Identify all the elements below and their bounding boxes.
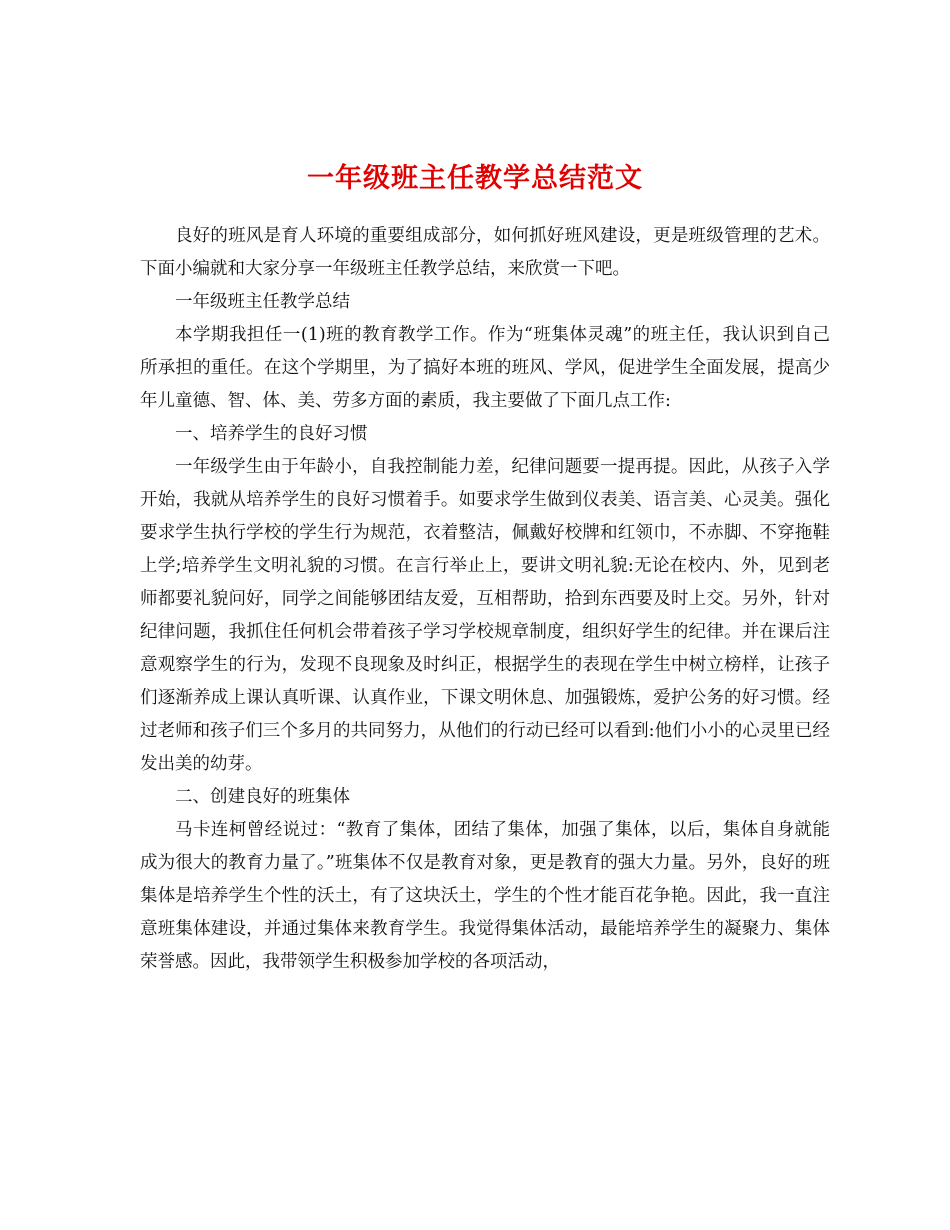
paragraph-habits: 一年级学生由于年龄小，自我控制能力差，纪律问题要一提再提。因此，从孩子入学开始，我就从培养学生的良好习惯着手。如要求学生做到仪表美、语言美、心灵美。强化要求学生执行学校的学生行为规范，衣着整洁，佩戴好校牌和红领巾，不赤脚、不穿拖鞋上学;培养学生文明礼貌的习惯。在言行举止上，要讲文明礼貌:无论在校内、外，见到老师都要礼貌问好，同学之间能够团结友爱，互相帮助，拾到东西要及时上交。另外，针对纪律问题，我抓住任何机会带着孩子学习学校规章制度，组织好学生的纪律。并在课后注意观察学生的行为，发现不良现象及时纠正，根据学生的表现在学生中树立榜样，让孩子们逐渐养成上课认真听课、认真作业，下课文明休息、加强锻炼，爱护公务的好习惯。经过老师和孩子们三个多月的共同努力，从他们的行动已经可以看到:他们小小的心灵里已经发出美的幼芽。 [140, 457, 830, 774]
paragraph-intro: 良好的班风是育人环境的重要组成部分，如何抓好班风建设，更是班级管理的艺术。下面小编就和大家分享一年级班主任教学总结，来欣赏一下吧。 [140, 226, 830, 279]
section-heading-habits: 一、培养学生的良好习惯 [175, 424, 368, 444]
paragraph-subtitle: 一年级班主任教学总结 [175, 292, 350, 312]
section-heading-class-collective: 二、创建良好的班集体 [175, 787, 350, 807]
document-title: 一年级班主任教学总结范文 [307, 163, 643, 195]
paragraph-overview: 本学期我担任一(1)班的教育教学工作。作为“班集体灵魂”的班主任，我认识到自己所承担的重任。在这个学期里，为了搞好本班的班风、学风，促进学生全面发展，提高少年儿童德、智、体、美、劳多方面的素质，我主要做了下面几点工作: [140, 325, 830, 411]
paragraph-class-collective: 马卡连柯曾经说过：“教育了集体，团结了集体，加强了集体，以后，集体自身就能成为很大的教育力量了。”班集体不仅是教育对象，更是教育的强大力量。另外，良好的班集体是培养学生个性的沃土，有了这块沃土，学生的个性才能百花争艳。因此，我一直注意班集体建设，并通过集体来教育学生。我觉得集体活动，最能培养学生的凝聚力、集体荣誉感。因此，我带领学生积极参加学校的各项活动， [140, 820, 830, 972]
document-body [140, 220, 830, 979]
